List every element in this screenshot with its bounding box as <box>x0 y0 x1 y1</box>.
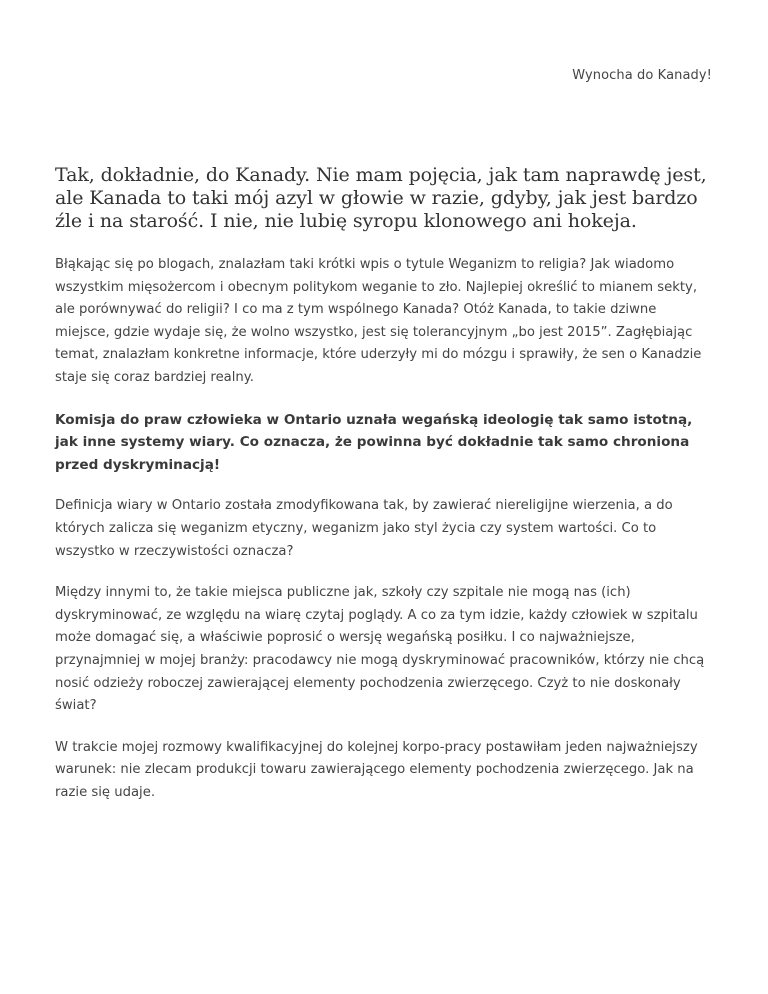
article-paragraph: Błąkając się po blogach, znalazłam taki krótki wpis o tytule Weganizm to religia? Jak wiadomo wszystkim mięsożercom i obecnym politykom weganie to zło. Najlepiej określić to mianem sekty, ale porównywać do religii? I co ma z tym wspólnego Kanada? Otóż Kanada, to takie dziwne miejsce, gdzie wydaje się, że wolno wszystko, jest się tolerancyjnym „bo jest 2015”. Zagłębiając temat, znalazłam konkretne informacje, które uderzyły mi do mózgu i sprawiły, że sen o Kanadzie staje się coraz bardziej realny. <box>55 257 702 385</box>
article-lead: Tak, dokładnie, do Kanady. Nie mam pojęcia, jak tam naprawdę jest, ale Kanada to taki mój azyl w głowie w razie, gdyby, jak jest bardzo źle i na starość. I nie, nie lubię syropu klonowego ani hokeja. <box>55 164 707 232</box>
header-link[interactable]: Wynocha do Kanady! <box>572 68 712 83</box>
article-body <box>55 164 715 823</box>
article-paragraph: Między innymi to, że takie miejsca publiczne jak, szkoły czy szpitale nie mogą nas (ich) dyskryminować, ze względu na wiarę czytaj poglądy. A co za tym idzie, każdy człowiek w szpitalu może domagać się, a właściwie poprosić o wersję wegańską posiłku. I co najważniejsze, przynajmniej w mojej branży: pracodawcy nie mogą dyskryminować pracowników, którzy nie chcą nosić odzieży roboczej zawierającej elementy pochodzenia zwierzęcego. Czyż to nie doskonały świat? <box>55 585 705 714</box>
article-paragraph: Definicja wiary w Ontario została zmodyfikowana tak, by zawierać niereligijne wierzenia, a do których zalicza się weganizm etyczny, weganizm jako styl życia czy system wartości. Co to wszystko w rzeczywistości oznacza? <box>55 498 673 559</box>
article-highlight-paragraph: Komisja do praw człowieka w Ontario uznała wegańską ideologię tak samo istotną, jak inne systemy wiary. Co oznacza, że powinna być dokładnie tak samo chroniona przed dyskryminacją! <box>55 411 693 473</box>
article-paragraph: W trakcie mojej rozmowy kwalifikacyjnej do kolejnej korpo-pracy postawiłam jeden najważniejszy warunek: nie zlecam produkcji towaru zawierającego elementy pochodzenia zwierzęcego. Jak na razie się udaje. <box>55 739 698 800</box>
